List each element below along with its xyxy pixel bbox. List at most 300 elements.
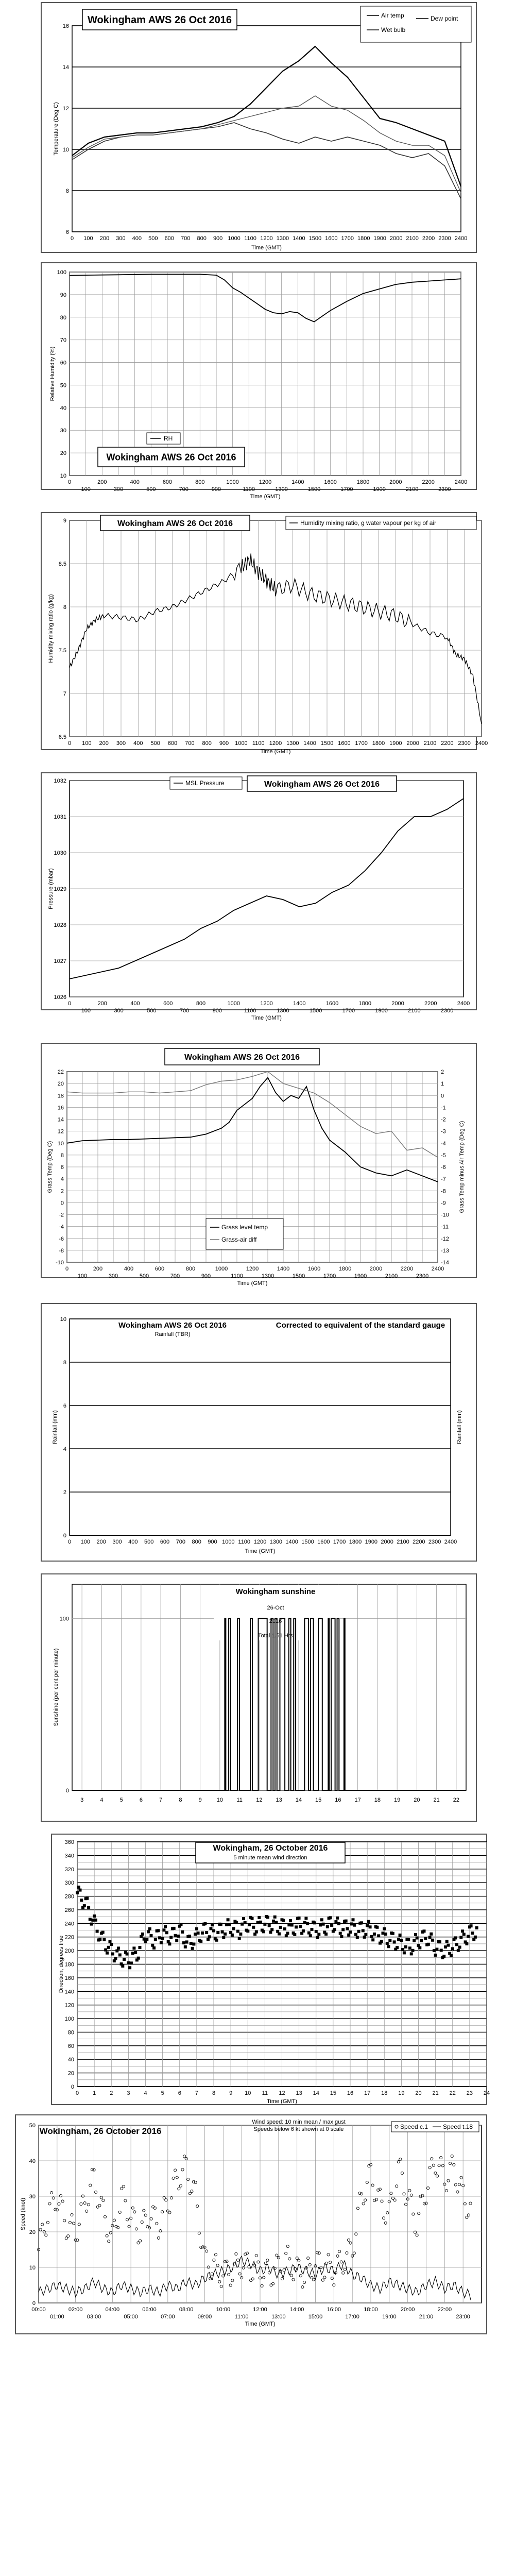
wdir-point	[336, 1917, 339, 1920]
wdir-xtick-label: 15	[330, 2090, 336, 2096]
wdir-point	[106, 1952, 109, 1955]
wdir-xtick-label: 17	[364, 2090, 371, 2096]
mix-xtick-label: 700	[185, 740, 195, 747]
grass-ytick-label: -10	[56, 1260, 64, 1266]
wdir-point	[313, 1921, 316, 1924]
temp-xtick-label: 600	[164, 235, 174, 242]
wdir-point	[128, 1966, 131, 1969]
wdir-point	[434, 1954, 437, 1957]
temp-legend	[360, 6, 471, 42]
press-xtick-label: 600	[163, 1001, 173, 1007]
wdir-point	[366, 1924, 369, 1927]
mix-xlabel: Time (GMT)	[260, 749, 291, 755]
wdir-point	[231, 1934, 234, 1937]
press-xtick-label: 2400	[457, 1001, 470, 1007]
wspd-xtick-label: 10:00	[216, 2307, 231, 2313]
rain-xtick-label: 1200	[253, 1539, 267, 1545]
press-ylabel: Pressure (mbar)	[48, 868, 54, 909]
sun-xtick-label: 17	[354, 1797, 361, 1803]
wdir-point	[185, 1940, 188, 1943]
wdir-xtick-label: 1	[93, 2090, 96, 2096]
wdir-point	[317, 1933, 320, 1936]
wdir-point	[180, 1923, 183, 1926]
mix-ytick-label: 8.5	[58, 561, 66, 567]
mix-xtick-label: 100	[82, 740, 92, 747]
wspd-xtick-label: 01:00	[50, 2314, 64, 2320]
wdir-point	[467, 1935, 470, 1938]
wdir-point	[252, 1926, 255, 1929]
rh-ytick-label: 50	[60, 382, 66, 389]
rain-xtick-label: 0	[67, 1539, 72, 1545]
wdir-point	[371, 1938, 374, 1941]
wdir-point	[205, 1931, 208, 1934]
grass-legend-label: Grass-air diff	[221, 1236, 257, 1243]
wdir-point	[157, 1929, 160, 1932]
temp-ylabel: Temperature (Deg C)	[53, 102, 59, 156]
wdir-xtick-label: 23	[466, 2090, 473, 2096]
press-xtick-label: 1300	[277, 1008, 289, 1014]
wdir-point	[303, 1921, 306, 1924]
temp-xtick-label: 1800	[357, 235, 370, 242]
wdir-point	[322, 1923, 325, 1926]
wspd-xtick-label: 07:00	[161, 2314, 175, 2320]
rh-xtick-label: 2300	[438, 486, 451, 493]
wdir-point	[367, 1920, 370, 1923]
wdir-point	[438, 1940, 441, 1943]
grass-xlabel: Time (GMT)	[237, 1280, 268, 1286]
wdir-ylabel: Direction, degrees true	[58, 1935, 64, 1993]
rain-ytick-label: 2	[63, 1489, 66, 1496]
sun-xtick-label: 8	[179, 1797, 182, 1803]
rain-ytick-label: 4	[63, 1446, 66, 1452]
wdir-point	[435, 1948, 438, 1951]
wdir-point	[270, 1928, 273, 1931]
wdir-point	[388, 1939, 391, 1942]
rain-subtitle: Rainfall (TBR)	[154, 1331, 191, 1337]
press-legend-label: MSL Pressure	[185, 779, 225, 787]
grass-xtick-label: 400	[124, 1266, 134, 1272]
wdir-point	[302, 1929, 305, 1933]
wdir-point	[370, 1935, 373, 1938]
temp-xtick-label: 1500	[308, 235, 322, 242]
wdir-point	[455, 1943, 458, 1946]
temp-ytick-label: 14	[62, 64, 69, 71]
rain-xtick-label: 2200	[413, 1539, 425, 1545]
wdir-ytick-label: 220	[64, 1934, 74, 1941]
press-xtick-label: 2200	[424, 1001, 437, 1007]
rh-xtick-label: 1600	[324, 479, 337, 485]
wdir-point	[117, 1946, 120, 1950]
wdir-ytick-label: 340	[64, 1853, 74, 1859]
sun-xtick-label: 7	[159, 1797, 163, 1803]
wdir-point	[177, 1935, 180, 1938]
grass-ytick-label: 2	[60, 1188, 64, 1195]
wdir-point	[151, 1944, 154, 1947]
rain-plot-area	[70, 1319, 451, 1535]
wdir-point	[423, 1929, 426, 1933]
sun-xtick-label: 14	[295, 1797, 302, 1803]
wdir-point	[174, 1934, 177, 1937]
wdir-point	[145, 1938, 148, 1941]
temp-ytick-label: 6	[65, 229, 69, 235]
rh-xtick-label: 1400	[291, 479, 304, 485]
rh-xtick-label: 1300	[275, 486, 288, 493]
wdir-point	[259, 1921, 262, 1924]
grass-ytick-label: 18	[57, 1093, 64, 1099]
grass-ytick-right-label: -5	[441, 1152, 446, 1159]
wdir-point	[275, 1921, 278, 1924]
wdir-point	[299, 1925, 302, 1928]
wdir-point	[127, 1961, 130, 1964]
wdir-point	[118, 1954, 122, 1957]
press-xtick-label: 1400	[293, 1001, 306, 1007]
wdir-point	[132, 1946, 135, 1950]
mix-xtick-label: 500	[150, 740, 160, 747]
press-xtick-label: 1600	[325, 1001, 339, 1007]
grass-ytick-right-label: 0	[441, 1093, 444, 1099]
wdir-point	[329, 1916, 332, 1919]
wdir-point	[168, 1942, 171, 1945]
press-xtick-label: 2000	[391, 1001, 404, 1007]
wdir-point	[350, 1922, 353, 1925]
press-xtick-label: 1700	[342, 1008, 355, 1014]
rain-xtick-label: 700	[176, 1539, 186, 1545]
wspd-ytick-label: 20	[29, 2229, 36, 2235]
press-ytick-label: 1029	[54, 886, 66, 892]
rain-title: Wokingham AWS 26 Oct 2016	[118, 1321, 227, 1330]
mix-ytick-label: 7.5	[58, 648, 66, 654]
wdir-point	[161, 1937, 164, 1940]
temp-xtick-label: 500	[148, 235, 158, 242]
wdir-point	[239, 1933, 242, 1936]
grass-ytick-label: 8	[60, 1152, 64, 1159]
mix-ytick-label: 9	[63, 518, 66, 524]
wdir-point	[424, 1937, 427, 1940]
wdir-point	[192, 1943, 195, 1946]
wdir-point	[326, 1925, 329, 1928]
rain-xtick-label: 2300	[428, 1539, 441, 1545]
rain-xtick-label: 1100	[238, 1539, 250, 1545]
wdir-ytick-label: 360	[64, 1839, 74, 1845]
wdir-point	[324, 1933, 328, 1936]
press-xtick-label: 700	[179, 1008, 190, 1014]
wdir-point	[235, 1921, 238, 1924]
wdir-point	[418, 1946, 421, 1950]
wdir-point	[345, 1920, 348, 1923]
wdir-point	[380, 1940, 383, 1943]
wdir-point	[290, 1924, 294, 1927]
wdir-point	[475, 1926, 478, 1929]
rain-xtick-label: 400	[128, 1539, 138, 1545]
rh-xtick-label: 0	[67, 479, 72, 485]
grass-ytick-right-label: -12	[441, 1235, 449, 1242]
wspd-xtick-label: 06:00	[142, 2307, 157, 2313]
wdir-xtick-label: 3	[127, 2090, 130, 2096]
temp-legend-label: Dew point	[431, 15, 458, 22]
wdir-point	[232, 1927, 235, 1930]
wspd-xtick-label: 23:00	[456, 2314, 470, 2320]
rain-xtick-label: 300	[112, 1539, 122, 1545]
temp-xtick-label: 700	[181, 235, 191, 242]
rain-ytick-label: 0	[63, 1533, 66, 1539]
rh-xtick-label: 1200	[259, 479, 272, 485]
wdir-point	[195, 1927, 198, 1930]
grass-ytick-label: 20	[57, 1081, 64, 1088]
wdir-point	[130, 1961, 133, 1964]
temp-xtick-label: 1200	[260, 235, 273, 242]
wdir-point	[433, 1949, 436, 1952]
wdir-point	[391, 1932, 394, 1935]
wdir-point	[246, 1929, 249, 1933]
rh-ytick-label: 10	[60, 473, 66, 479]
wdir-point	[169, 1936, 173, 1939]
wdir-point	[411, 1949, 415, 1952]
wdir-point	[83, 1904, 86, 1907]
wdir-point	[347, 1934, 350, 1937]
grass-ytick-right-label: -1	[441, 1105, 446, 1111]
sun-ytick-label: 0	[65, 1788, 69, 1794]
wdir-point	[212, 1929, 215, 1933]
wdir-point	[311, 1928, 314, 1931]
wdir-point	[89, 1918, 92, 1921]
wspd-xtick-label: 00:00	[31, 2307, 46, 2313]
press-xtick-label: 1500	[309, 1008, 322, 1014]
wdir-xtick-label: 13	[296, 2090, 302, 2096]
wdir-point	[386, 1942, 389, 1945]
rh-xtick-label: 100	[81, 486, 91, 493]
temp-xtick-label: 2200	[422, 235, 435, 242]
sun-xtick-label: 5	[119, 1797, 123, 1803]
temp-xtick-label: 400	[132, 235, 142, 242]
rain-xtick-label: 600	[160, 1539, 170, 1545]
temp-xtick-label: 2100	[406, 235, 419, 242]
grass-xtick-label: 2000	[369, 1266, 383, 1272]
wdir-point	[111, 1953, 114, 1956]
rh-xtick-label: 300	[113, 486, 124, 493]
sun-xtick-label: 10	[216, 1797, 223, 1803]
wdir-point	[474, 1936, 477, 1939]
wdir-xtick-label: 11	[262, 2090, 268, 2096]
rain-note: Corrected to equivalent of the standard gauge	[276, 1321, 445, 1330]
wdir-point	[256, 1921, 260, 1924]
press-xtick-label: 100	[81, 1008, 91, 1014]
wdir-point	[282, 1919, 285, 1922]
grass-legend-box	[206, 1218, 283, 1249]
wdir-point	[393, 1940, 396, 1943]
wdir-xtick-label: 5	[161, 2090, 164, 2096]
rh-xtick-label: 1800	[356, 479, 370, 485]
grass-ytick-label: 12	[57, 1128, 64, 1135]
wdir-point	[208, 1935, 211, 1938]
rain-xtick-label: 1700	[333, 1539, 346, 1545]
press-xtick-label: 2300	[440, 1008, 454, 1014]
rain-xtick-label: 1800	[349, 1539, 362, 1545]
rain-xtick-label: 900	[208, 1539, 217, 1545]
rh-xtick-label: 700	[179, 486, 188, 493]
wspd-xtick-label: 03:00	[87, 2314, 101, 2320]
mix-ytick-label: 8	[63, 604, 66, 611]
grass-xtick-label: 1100	[231, 1273, 243, 1279]
rh-ytick-label: 100	[57, 269, 66, 276]
wdir-xtick-label: 6	[178, 2090, 181, 2096]
wdir-point	[401, 1948, 404, 1951]
rh-ylabel: Relative Humidity (%)	[49, 346, 56, 401]
mix-xtick-label: 600	[167, 740, 178, 747]
rh-title: Wokingham AWS 26 Oct 2016	[106, 452, 236, 463]
wdir-ytick-label: 60	[67, 2043, 74, 2049]
wdir-point	[262, 1930, 265, 1933]
press-xtick-label: 500	[147, 1008, 157, 1014]
sun-xtick-label: 21	[433, 1797, 440, 1803]
wdir-ytick-label: 320	[64, 1866, 74, 1873]
mix-xtick-label: 1400	[303, 740, 316, 747]
rh-xtick-label: 1700	[340, 486, 353, 493]
sun-xtick-label: 11	[236, 1797, 243, 1803]
wspd-xtick-label: 16:00	[327, 2307, 341, 2313]
rh-xlabel: Time (GMT)	[250, 494, 281, 500]
wdir-point	[444, 1945, 447, 1948]
wspd-xtick-label: 13:00	[271, 2314, 286, 2320]
grass-ytick-right-label: -9	[441, 1200, 446, 1207]
grass-xtick-label: 300	[108, 1273, 118, 1279]
wdir-point	[330, 1924, 333, 1927]
wdir-point	[400, 1939, 403, 1942]
temp-xtick-label: 1400	[293, 235, 305, 242]
wspd-ytick-label: 50	[29, 2123, 36, 2129]
wdir-ytick-label: 20	[67, 2070, 74, 2077]
wdir-point	[375, 1926, 379, 1929]
wdir-point	[94, 1919, 97, 1922]
wdir-point	[137, 1957, 140, 1960]
wdir-point	[165, 1931, 168, 1934]
wdir-point	[76, 1891, 79, 1894]
grass-xtick-label: 1600	[307, 1266, 321, 1272]
wdir-point	[188, 1935, 191, 1938]
rh-ytick-label: 90	[60, 292, 66, 298]
wdir-point	[182, 1941, 185, 1944]
sun-title: Wokingham sunshine	[235, 1587, 316, 1596]
wdir-point	[399, 1934, 402, 1937]
wspd-xtick-label: 19:00	[382, 2314, 397, 2320]
wdir-point	[224, 1933, 227, 1936]
wdir-point	[319, 1923, 322, 1926]
press-ytick-label: 1028	[54, 922, 66, 928]
wdir-ytick-label: 240	[64, 1921, 74, 1927]
wdir-point	[447, 1944, 450, 1947]
rh-xtick-label: 1000	[226, 479, 239, 485]
temp-ytick-label: 10	[62, 147, 69, 153]
temp-ytick-label: 8	[65, 188, 69, 194]
rain-xtick-label: 800	[192, 1539, 201, 1545]
grass-xtick-label: 200	[93, 1266, 103, 1272]
wdir-point	[420, 1939, 423, 1942]
wdir-point	[77, 1886, 80, 1889]
wdir-xtick-label: 24	[483, 2090, 490, 2096]
rain-xlabel: Time (GMT)	[245, 1548, 276, 1554]
temp-xtick-label: 200	[99, 235, 110, 242]
temp-xtick-label: 2300	[438, 235, 451, 242]
wdir-point	[369, 1925, 372, 1928]
grass-ytick-right-label: -7	[441, 1176, 446, 1183]
press-ytick-label: 1032	[54, 778, 66, 784]
wdir-point	[352, 1918, 355, 1921]
press-title: Wokingham AWS 26 Oct 2016	[264, 779, 380, 789]
wdir-xtick-label: 12	[279, 2090, 285, 2096]
rain-xtick-label: 1000	[222, 1539, 235, 1545]
wdir-ytick-label: 180	[64, 1961, 74, 1968]
wdir-point	[236, 1930, 239, 1933]
rh-xtick-label: 400	[130, 479, 140, 485]
wdir-point	[131, 1952, 134, 1955]
wdir-point	[346, 1927, 349, 1930]
wdir-xtick-label: 19	[398, 2090, 405, 2096]
wdir-point	[210, 1927, 213, 1930]
wdir-point	[440, 1949, 443, 1952]
wdir-point	[175, 1939, 178, 1942]
wdir-point	[255, 1930, 258, 1934]
rain-xtick-label: 1300	[269, 1539, 283, 1545]
rh-ytick-label: 20	[60, 450, 66, 457]
mix-xtick-label: 1900	[389, 740, 402, 747]
press-ytick-label: 1031	[54, 814, 66, 820]
rain-xtick-label: 1600	[317, 1539, 330, 1545]
wdir-point	[162, 1928, 165, 1931]
wdir-point	[384, 1933, 387, 1936]
wdir-point	[219, 1923, 222, 1926]
wdir-point	[278, 1933, 281, 1936]
sun-xtick-label: 9	[198, 1797, 202, 1803]
wspd-xtick-label: 18:00	[364, 2307, 378, 2313]
grass-ytick-label: 6	[60, 1164, 64, 1171]
wspd-note: Speeds below 6 kt shown at 0 scale	[253, 2126, 344, 2132]
temp-legend-label: Wet bulb	[381, 26, 406, 33]
grass-xtick-label: 1300	[261, 1273, 274, 1279]
wdir-point	[306, 1922, 309, 1925]
wdir-xtick-label: 20	[415, 2090, 422, 2096]
wdir-point	[228, 1923, 231, 1926]
grass-ytick-label: 4	[60, 1176, 64, 1183]
wdir-point	[126, 1953, 129, 1956]
rh-xtick-label: 2100	[405, 486, 419, 493]
wdir-point	[79, 1889, 82, 1892]
grass-ylabel: Grass Temp (Deg C)	[47, 1141, 53, 1193]
temp-legend-label: Air temp	[381, 12, 404, 19]
wdir-point	[387, 1945, 390, 1948]
wdir-xtick-label: 8	[212, 2090, 216, 2096]
wdir-point	[458, 1946, 461, 1949]
mix-title: Wokingham AWS 26 Oct 2016	[117, 519, 233, 528]
rh-xtick-label: 900	[211, 486, 221, 493]
wdir-point	[199, 1940, 202, 1943]
grass-ytick-right-label: -3	[441, 1128, 446, 1135]
wdir-point	[85, 1897, 89, 1900]
rain-xtick-label: 1900	[365, 1539, 378, 1545]
wdir-xtick-label: 0	[75, 2090, 79, 2096]
temp-xtick-label: 1600	[325, 235, 338, 242]
rh-ytick-label: 60	[60, 360, 66, 366]
mix-xtick-label: 2400	[475, 740, 488, 747]
press-xtick-label: 400	[130, 1001, 140, 1007]
temp-ytick-label: 12	[62, 106, 69, 112]
wdir-point	[150, 1934, 153, 1937]
wdir-point	[289, 1919, 292, 1922]
wdir-point	[341, 1928, 345, 1931]
temp-xtick-label: 1000	[228, 235, 241, 242]
wdir-xtick-label: 18	[381, 2090, 388, 2096]
grass-ytick-label: 14	[57, 1116, 64, 1123]
grass-xtick-label: 1000	[215, 1266, 228, 1272]
wdir-ytick-label: 300	[64, 1880, 74, 1887]
